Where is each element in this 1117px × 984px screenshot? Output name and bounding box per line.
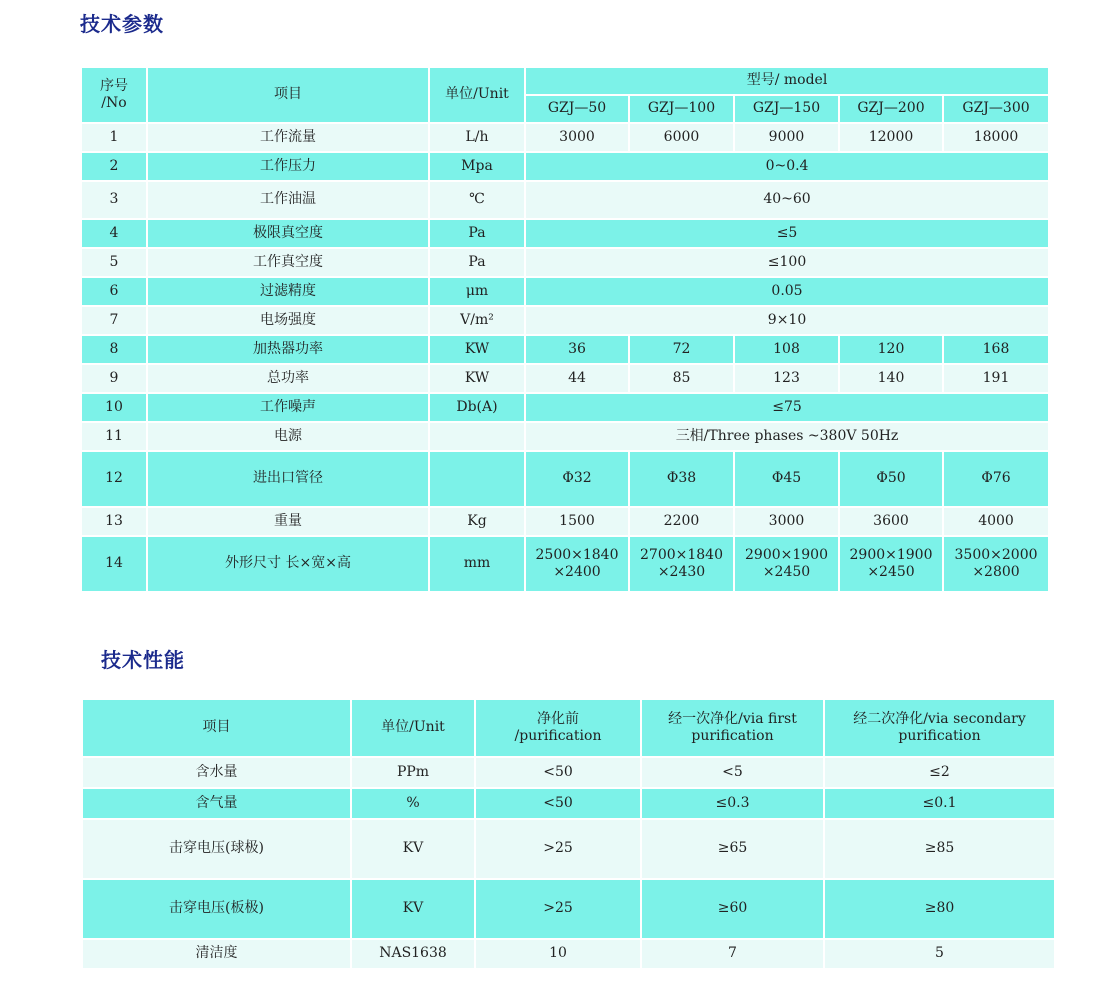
row-value: Φ32 (525, 451, 629, 507)
row-no: 2 (81, 152, 147, 181)
row-item: 击穿电压(球极) (82, 819, 351, 879)
dim-line-2: ×2400 (553, 564, 601, 580)
row-no: 13 (81, 507, 147, 536)
row-value: Φ38 (629, 451, 734, 507)
row-no: 14 (81, 536, 147, 592)
dim-line-1: 2900×1900 (745, 546, 828, 563)
header-model: 型号/ model (525, 67, 1049, 95)
row-unit: % (351, 788, 475, 819)
row-value: 44 (525, 364, 629, 393)
row-value: 6000 (629, 123, 734, 152)
row-second: 5 (824, 939, 1055, 969)
row-value: ≤5 (525, 219, 1049, 248)
row-first: ≥65 (641, 819, 824, 879)
row-item: 清洁度 (82, 939, 351, 969)
row-value: 0.05 (525, 277, 1049, 306)
row-item: 外形尺寸 长×宽×高 (147, 536, 429, 592)
row-value: ≤100 (525, 248, 1049, 277)
row-unit: KW (429, 335, 525, 364)
row-before: >25 (475, 879, 641, 939)
row-item: 含气量 (82, 788, 351, 819)
header-second-l2: purification (898, 728, 981, 744)
table-row (81, 123, 1049, 152)
row-unit: Kg (429, 507, 525, 536)
header-item: 项目 (82, 699, 351, 757)
table-row (82, 757, 1055, 788)
row-value: 120 (839, 335, 943, 364)
row-unit: Pa (429, 248, 525, 277)
row-value: 18000 (943, 123, 1049, 152)
row-item: 击穿电压(板极) (82, 879, 351, 939)
row-item: 电源 (147, 422, 429, 451)
table-row (81, 451, 1049, 507)
row-item: 工作流量 (147, 123, 429, 152)
table-row (82, 788, 1055, 819)
row-item: 工作真空度 (147, 248, 429, 277)
row-value: 108 (734, 335, 839, 364)
table-row (81, 507, 1049, 536)
row-item: 含水量 (82, 757, 351, 788)
dim-line-2: ×2800 (972, 564, 1020, 580)
row-unit: PPm (351, 757, 475, 788)
header-item: 项目 (147, 67, 429, 123)
row-before: <50 (475, 757, 641, 788)
row-value (629, 536, 734, 592)
row-no: 3 (81, 181, 147, 219)
header-first-l2: purification (691, 728, 774, 744)
dim-line-2: ×2430 (657, 564, 706, 580)
header-no-en: /No (101, 95, 127, 111)
row-second: ≥80 (824, 879, 1055, 939)
row-unit: μm (429, 277, 525, 306)
row-value: 123 (734, 364, 839, 393)
tech-params-table (80, 66, 1050, 593)
header-model-cell: GZJ—100 (629, 95, 734, 123)
header-first (641, 699, 824, 757)
table-row (82, 939, 1055, 969)
row-unit: mm (429, 536, 525, 592)
row-no: 5 (81, 248, 147, 277)
row-value: 36 (525, 335, 629, 364)
row-value: 三相/Three phases ~380V 50Hz (525, 422, 1049, 451)
row-item: 工作压力 (147, 152, 429, 181)
row-value: 3000 (525, 123, 629, 152)
row-first: <5 (641, 757, 824, 788)
row-second: ≤2 (824, 757, 1055, 788)
header-first-l1: 经一次净化/via first (668, 710, 797, 727)
row-value: 3600 (839, 507, 943, 536)
tech-performance-table (81, 698, 1056, 970)
row-unit: Db(A) (429, 393, 525, 422)
row-first: 7 (641, 939, 824, 969)
row-value: 3000 (734, 507, 839, 536)
row-value (839, 536, 943, 592)
row-unit (429, 422, 525, 451)
header-model-cell: GZJ—200 (839, 95, 943, 123)
row-first: ≤0.3 (641, 788, 824, 819)
row-value: 4000 (943, 507, 1049, 536)
row-unit: L/h (429, 123, 525, 152)
table-row (81, 335, 1049, 364)
table-row (81, 393, 1049, 422)
row-no: 6 (81, 277, 147, 306)
row-value: 85 (629, 364, 734, 393)
table-row (81, 422, 1049, 451)
header-model-cell: GZJ—150 (734, 95, 839, 123)
dim-line-2: ×2450 (867, 564, 915, 580)
row-item: 工作噪声 (147, 393, 429, 422)
header-before (475, 699, 641, 757)
row-second: ≥85 (824, 819, 1055, 879)
header-unit: 单位/Unit (351, 699, 475, 757)
row-value: 0~0.4 (525, 152, 1049, 181)
row-unit: KV (351, 879, 475, 939)
row-item: 极限真空度 (147, 219, 429, 248)
header-before-l1: 净化前 (537, 710, 579, 727)
table-row (81, 248, 1049, 277)
row-no: 7 (81, 306, 147, 335)
row-unit: ℃ (429, 181, 525, 219)
row-unit (429, 451, 525, 507)
table-row (81, 364, 1049, 393)
row-unit: Mpa (429, 152, 525, 181)
row-unit: KV (351, 819, 475, 879)
row-item: 加热器功率 (147, 335, 429, 364)
header-second-l1: 经二次净化/via secondary (853, 710, 1026, 727)
header-unit: 单位/Unit (429, 67, 525, 123)
row-item: 电场强度 (147, 306, 429, 335)
dim-line-1: 2900×1900 (849, 546, 933, 563)
table-header-row (82, 699, 1055, 757)
row-first: ≥60 (641, 879, 824, 939)
table-row (81, 306, 1049, 335)
row-value: ≤75 (525, 393, 1049, 422)
row-item: 进出口管径 (147, 451, 429, 507)
row-value: 191 (943, 364, 1049, 393)
dim-line-1: 2500×1840 (535, 546, 619, 563)
table-row (81, 181, 1049, 219)
header-model-cell: GZJ—50 (525, 95, 629, 123)
row-value: 168 (943, 335, 1049, 364)
row-value: 140 (839, 364, 943, 393)
section-title-tech-performance: 技术性能 (101, 648, 185, 672)
table-row (81, 536, 1049, 592)
row-value: 40~60 (525, 181, 1049, 219)
row-value: 2200 (629, 507, 734, 536)
row-value: 72 (629, 335, 734, 364)
row-before: >25 (475, 819, 641, 879)
row-value: Φ45 (734, 451, 839, 507)
row-before: 10 (475, 939, 641, 969)
row-unit: KW (429, 364, 525, 393)
table-row (82, 879, 1055, 939)
table-row (81, 219, 1049, 248)
row-second: ≤0.1 (824, 788, 1055, 819)
dim-line-1: 3500×2000 (954, 546, 1038, 563)
row-no: 12 (81, 451, 147, 507)
header-second (824, 699, 1055, 757)
row-value (943, 536, 1049, 592)
table-row (81, 152, 1049, 181)
table-header-row (81, 67, 1049, 95)
row-unit: Pa (429, 219, 525, 248)
row-item: 工作油温 (147, 181, 429, 219)
row-value: 12000 (839, 123, 943, 152)
row-value: 9000 (734, 123, 839, 152)
row-value (525, 536, 629, 592)
row-no: 11 (81, 422, 147, 451)
row-value: Φ50 (839, 451, 943, 507)
header-model-cell: GZJ—300 (943, 95, 1049, 123)
header-no-cn: 序号 (100, 77, 128, 94)
row-no: 1 (81, 123, 147, 152)
header-before-l2: /purification (514, 728, 602, 744)
row-no: 10 (81, 393, 147, 422)
row-item: 过滤精度 (147, 277, 429, 306)
row-value: 1500 (525, 507, 629, 536)
row-unit: V/m² (429, 306, 525, 335)
section-title-tech-params: 技术参数 (80, 12, 164, 36)
row-item: 总功率 (147, 364, 429, 393)
row-value (734, 536, 839, 592)
row-no: 8 (81, 335, 147, 364)
row-unit: NAS1638 (351, 939, 475, 969)
row-no: 9 (81, 364, 147, 393)
table-row (82, 819, 1055, 879)
row-value: Φ76 (943, 451, 1049, 507)
dim-line-2: ×2450 (762, 564, 811, 580)
header-no (81, 67, 147, 123)
row-value: 9×10 (525, 306, 1049, 335)
row-no: 4 (81, 219, 147, 248)
row-item: 重量 (147, 507, 429, 536)
table-row (81, 277, 1049, 306)
dim-line-1: 2700×1840 (640, 546, 723, 563)
row-before: <50 (475, 788, 641, 819)
